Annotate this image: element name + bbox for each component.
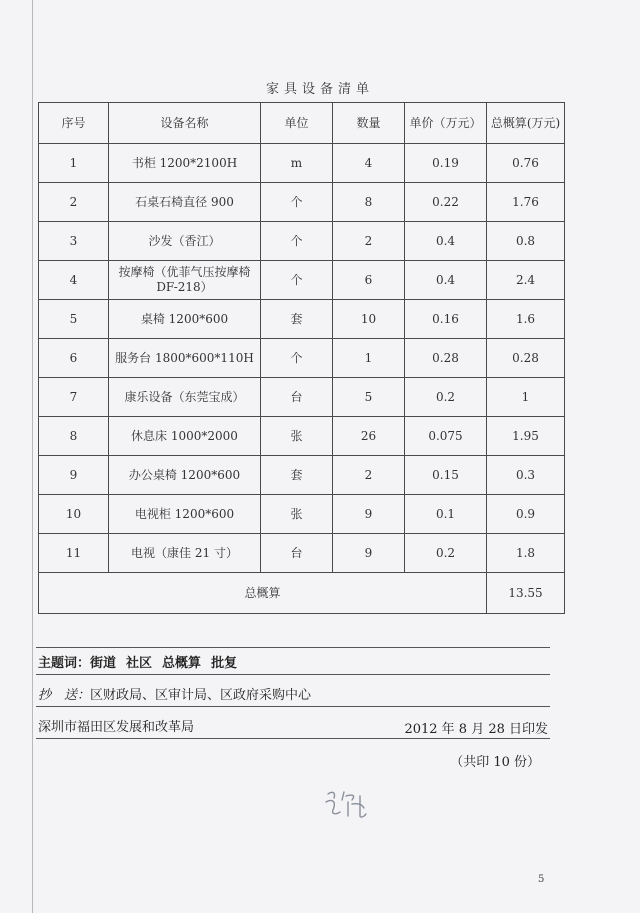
- header-name: 设备名称: [109, 103, 261, 144]
- page-binding-rule: [32, 0, 33, 913]
- cc-value: 区财政局、区审计局、区政府采购中心: [90, 688, 312, 703]
- cell-total: 1.76: [487, 183, 565, 222]
- cell-total: 1: [487, 378, 565, 417]
- issue-date: 2012 年 8 月 28 日印发: [404, 722, 548, 737]
- table-row: [39, 495, 565, 534]
- subject-word: 总概算: [162, 656, 202, 671]
- separator-line: [36, 647, 550, 648]
- cell-name: 桌椅 1200*600: [109, 300, 261, 339]
- cell-name: 电视（康佳 21 寸）: [109, 534, 261, 573]
- cell-unit: 套: [261, 300, 333, 339]
- cell-qty: 1: [333, 339, 405, 378]
- cell-qty: 8: [333, 183, 405, 222]
- cell-name: 按摩椅（优菲气压按摩椅 DF-218）: [109, 261, 261, 300]
- header-price: 单价（万元）: [405, 103, 487, 144]
- cell-qty: 4: [333, 144, 405, 183]
- cell-total: 0.28: [487, 339, 565, 378]
- cell-unit: 个: [261, 339, 333, 378]
- table-row: [39, 300, 565, 339]
- cell-price: 0.4: [405, 222, 487, 261]
- subject-word: 社区: [126, 656, 153, 671]
- table-row: [39, 261, 565, 300]
- cell-qty: 2: [333, 222, 405, 261]
- document-title: 家具设备清单: [265, 82, 374, 97]
- separator-line: [36, 674, 550, 675]
- cell-total: 1.6: [487, 300, 565, 339]
- cell-qty: 2: [333, 456, 405, 495]
- cell-price: 0.2: [405, 378, 487, 417]
- table-row: [39, 456, 565, 495]
- cell-name: 石桌石椅直径 900: [109, 183, 261, 222]
- cell-price: 0.16: [405, 300, 487, 339]
- table-row: [39, 378, 565, 417]
- cell-price: 0.1: [405, 495, 487, 534]
- cell-unit: 台: [261, 534, 333, 573]
- cell-no: 3: [39, 222, 109, 261]
- cell-qty: 9: [333, 495, 405, 534]
- total-value: 13.55: [487, 573, 565, 614]
- cell-no: 5: [39, 300, 109, 339]
- table-row: [39, 144, 565, 183]
- cell-unit: 台: [261, 378, 333, 417]
- copies-count: （共印 10 份）: [450, 755, 540, 770]
- cell-total: 0.3: [487, 456, 565, 495]
- header-unit: 单位: [261, 103, 333, 144]
- header-no: 序号: [39, 103, 109, 144]
- cell-unit: 张: [261, 417, 333, 456]
- cell-no: 2: [39, 183, 109, 222]
- subject-line: [38, 652, 247, 671]
- table-row: [39, 222, 565, 261]
- cell-name: 康乐设备（东莞宝成）: [109, 378, 261, 417]
- cc-line: [38, 684, 311, 703]
- cell-no: 8: [39, 417, 109, 456]
- total-label: 总概算: [39, 573, 487, 614]
- cell-price: 0.075: [405, 417, 487, 456]
- cc-label: 抄 送：: [38, 688, 91, 703]
- cell-qty: 9: [333, 534, 405, 573]
- cell-name: 办公桌椅 1200*600: [109, 456, 261, 495]
- cell-no: 9: [39, 456, 109, 495]
- table-row: [39, 534, 565, 573]
- cell-unit: 个: [261, 222, 333, 261]
- table-header-row: [39, 103, 565, 144]
- subject-word: 街道: [90, 656, 117, 671]
- cell-no: 6: [39, 339, 109, 378]
- cell-price: 0.22: [405, 183, 487, 222]
- table-row: [39, 417, 565, 456]
- cell-no: 1: [39, 144, 109, 183]
- cell-total: 0.8: [487, 222, 565, 261]
- cell-name: 书柜 1200*2100H: [109, 144, 261, 183]
- separator-line: [36, 706, 550, 707]
- cell-price: 0.28: [405, 339, 487, 378]
- cell-no: 4: [39, 261, 109, 300]
- cell-qty: 10: [333, 300, 405, 339]
- cell-unit: 个: [261, 183, 333, 222]
- table-row: [39, 339, 565, 378]
- page-number: 5: [538, 874, 545, 885]
- cell-qty: 5: [333, 378, 405, 417]
- cell-qty: 26: [333, 417, 405, 456]
- cell-total: 1.95: [487, 417, 565, 456]
- cell-total: 0.9: [487, 495, 565, 534]
- cell-price: 0.2: [405, 534, 487, 573]
- cell-total: 2.4: [487, 261, 565, 300]
- header-qty: 数量: [333, 103, 405, 144]
- subject-words: [90, 656, 247, 671]
- separator-line: [36, 738, 550, 739]
- cell-name: 沙发（香江）: [109, 222, 261, 261]
- cell-price: 0.4: [405, 261, 487, 300]
- cell-name: 休息床 1000*2000: [109, 417, 261, 456]
- subject-word: 批复: [211, 656, 238, 671]
- cell-no: 10: [39, 495, 109, 534]
- cell-unit: 个: [261, 261, 333, 300]
- cell-no: 11: [39, 534, 109, 573]
- cell-total: 0.76: [487, 144, 565, 183]
- table-total-row: [39, 573, 565, 614]
- cell-unit: 张: [261, 495, 333, 534]
- cell-price: 0.19: [405, 144, 487, 183]
- cell-unit: 套: [261, 456, 333, 495]
- cell-no: 7: [39, 378, 109, 417]
- table-row: [39, 183, 565, 222]
- header-total: 总概算(万元): [487, 103, 565, 144]
- cell-total: 1.8: [487, 534, 565, 573]
- cell-unit: m: [261, 144, 333, 183]
- cell-qty: 6: [333, 261, 405, 300]
- subject-label: 主题词：: [38, 656, 91, 671]
- cell-name: 服务台 1800*600*110H: [109, 339, 261, 378]
- cell-price: 0.15: [405, 456, 487, 495]
- issuer: 深圳市福田区发展和改革局: [38, 720, 195, 735]
- equipment-table: [38, 102, 565, 614]
- handwritten-signature: [322, 786, 374, 820]
- cell-name: 电视柜 1200*600: [109, 495, 261, 534]
